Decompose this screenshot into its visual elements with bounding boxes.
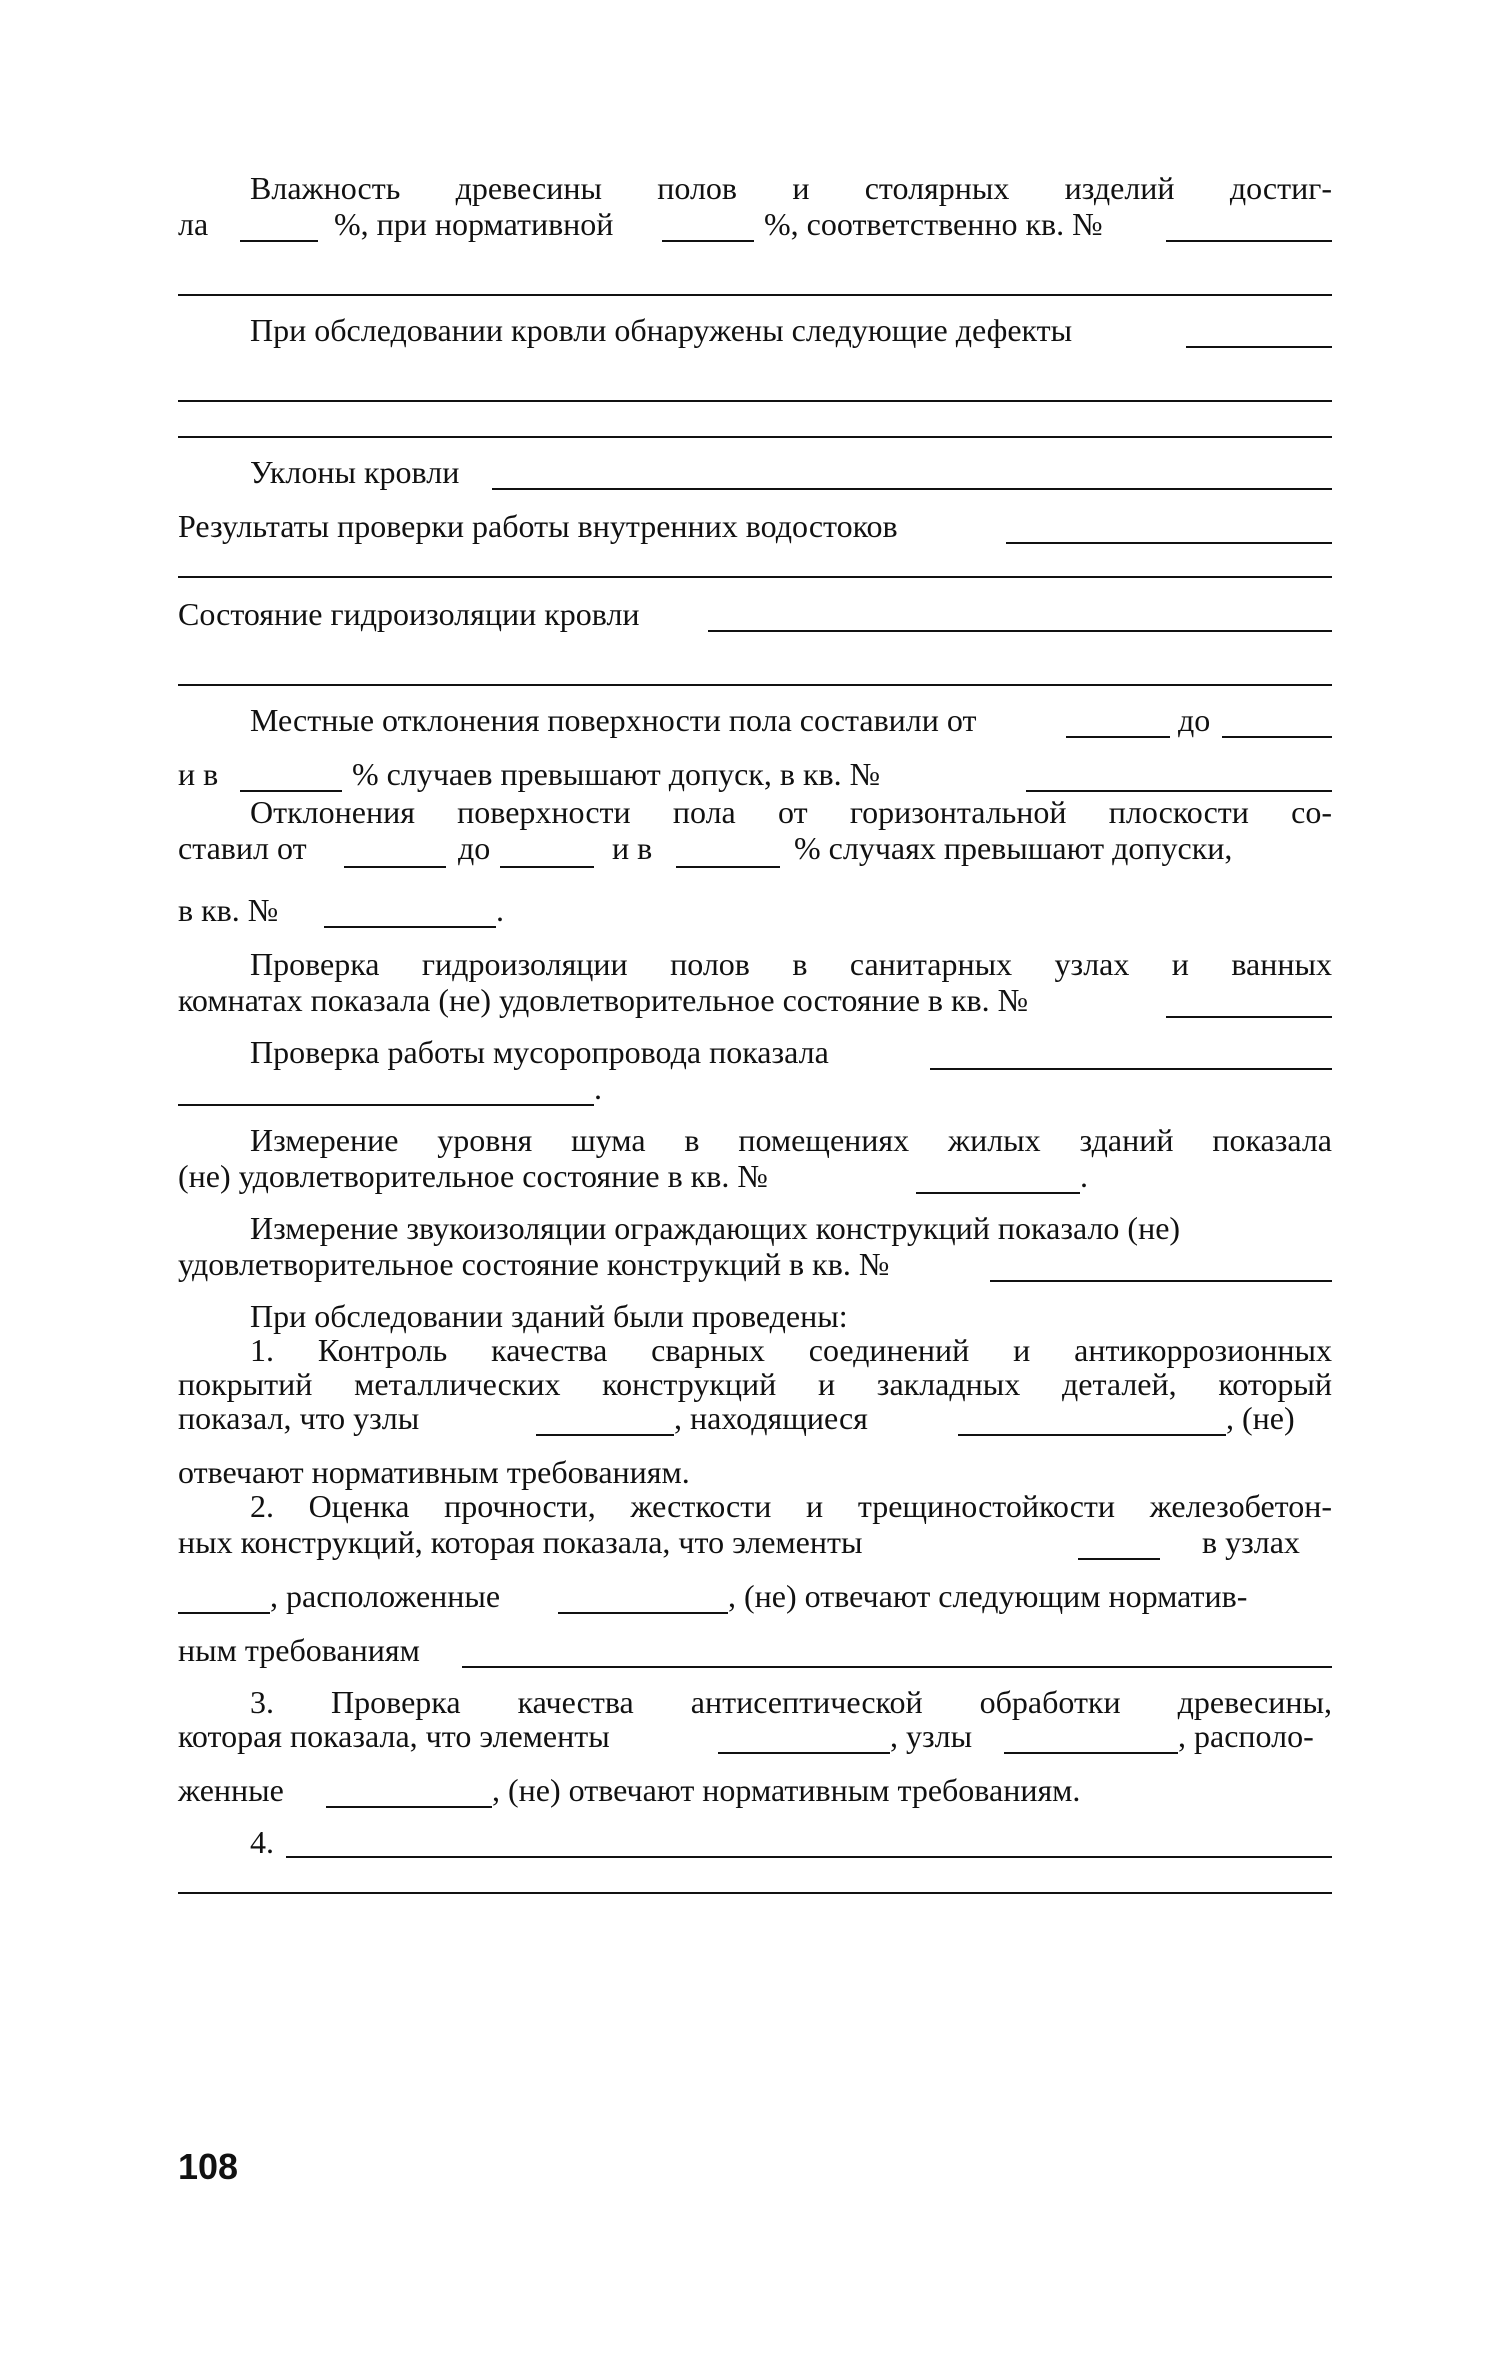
text-line: , располо- bbox=[1178, 1718, 1314, 1754]
page-number: 108 bbox=[178, 2146, 239, 2187]
text-line: % случаях превышают допуски, bbox=[794, 830, 1233, 866]
text-line: %, соответственно кв. № bbox=[764, 206, 1103, 242]
text-line: ла bbox=[178, 206, 209, 242]
blank-line bbox=[1026, 790, 1332, 792]
blank-line bbox=[718, 1752, 890, 1754]
text-line: (не) удовлетворительное состояние в кв. № bbox=[178, 1158, 768, 1194]
blank-line bbox=[1078, 1558, 1160, 1560]
text-line: , (не) отвечают нормативным требованиям. bbox=[492, 1772, 1081, 1808]
text-line: покрытий металлических конструкций и закладных деталей, который bbox=[178, 1366, 1332, 1402]
blank-line bbox=[178, 684, 1332, 686]
text-line: . bbox=[594, 1070, 602, 1106]
text-line: 4. bbox=[250, 1824, 274, 1860]
text-line: 2. Оценка прочности, жесткости и трещиностойкости железобетон- bbox=[250, 1488, 1332, 1524]
text-line: , расположенные bbox=[270, 1578, 501, 1614]
text-line: удовлетворительное состояние конструкций в кв. № bbox=[178, 1246, 890, 1282]
text-line: показал, что узлы bbox=[178, 1400, 420, 1436]
text-line: Влажность древесины полов и столярных изделий достиг- bbox=[250, 170, 1332, 206]
text-line: Уклоны кровли bbox=[250, 454, 460, 490]
text-line: ным требованиям bbox=[178, 1632, 420, 1668]
text-line: 3. Проверка качества антисептической обработки древесины, bbox=[250, 1684, 1332, 1720]
blank-line bbox=[1066, 736, 1170, 738]
text-line: в узлах bbox=[1202, 1524, 1300, 1560]
blank-line bbox=[178, 576, 1332, 578]
text-line: и в bbox=[178, 756, 219, 792]
blank-line bbox=[500, 866, 594, 868]
text-line: Местные отклонения поверхности пола составили от bbox=[250, 702, 977, 738]
text-line: ставил от bbox=[178, 830, 307, 866]
blank-line bbox=[326, 1806, 492, 1808]
text-line: Проверка гидроизоляции полов в санитарных узлах и ванных bbox=[250, 946, 1332, 982]
text-line: Измерение уровня шума в помещениях жилых зданий показала bbox=[250, 1122, 1332, 1158]
blank-line bbox=[708, 630, 1332, 632]
blank-line bbox=[558, 1612, 728, 1614]
text-line: , (не) bbox=[1226, 1400, 1295, 1436]
blank-line bbox=[286, 1856, 1332, 1858]
text-line: Проверка работы мусоропровода показала bbox=[250, 1034, 829, 1070]
blank-line bbox=[1004, 1752, 1178, 1754]
text-line: При обследовании кровли обнаружены следующие дефекты bbox=[250, 312, 1073, 348]
blank-line bbox=[178, 436, 1332, 438]
text-line: в кв. № bbox=[178, 892, 279, 928]
text-line: Измерение звукоизоляции ограждающих конструкций показало (не) bbox=[250, 1210, 1181, 1246]
text-line: При обследовании зданий были проведены: bbox=[250, 1298, 848, 1334]
text-line: , узлы bbox=[890, 1718, 973, 1754]
blank-line bbox=[958, 1434, 1226, 1436]
text-line: отвечают нормативным требованиям. bbox=[178, 1454, 690, 1490]
blank-line bbox=[178, 400, 1332, 402]
blank-line bbox=[930, 1068, 1332, 1070]
blank-line bbox=[178, 1612, 270, 1614]
blank-line bbox=[536, 1434, 674, 1436]
text-line: %, при нормативной bbox=[334, 206, 614, 242]
text-line: и в bbox=[612, 830, 653, 866]
text-line: . bbox=[496, 892, 504, 928]
text-line: . bbox=[1080, 1158, 1088, 1194]
text-line: которая показала, что элементы bbox=[178, 1718, 610, 1754]
blank-line bbox=[990, 1280, 1332, 1282]
text-line: комнатах показала (не) удовлетворительное состояние в кв. № bbox=[178, 982, 1029, 1018]
blank-line bbox=[1166, 1016, 1332, 1018]
blank-line bbox=[240, 790, 342, 792]
blank-line bbox=[1222, 736, 1332, 738]
blank-line bbox=[492, 488, 1332, 490]
blank-line bbox=[240, 240, 318, 242]
blank-line bbox=[462, 1666, 1332, 1668]
blank-line bbox=[676, 866, 780, 868]
blank-line bbox=[662, 240, 754, 242]
blank-line bbox=[1186, 346, 1332, 348]
text-line: , находящиеся bbox=[674, 1400, 868, 1436]
text-line: Состояние гидроизоляции кровли bbox=[178, 596, 640, 632]
text-line: Результаты проверки работы внутренних водостоков bbox=[178, 508, 898, 544]
text-line: Отклонения поверхности пола от горизонтальной плоскости со- bbox=[250, 794, 1332, 830]
text-line: 1. Контроль качества сварных соединений и антикоррозионных bbox=[250, 1332, 1332, 1368]
blank-line bbox=[916, 1192, 1080, 1194]
blank-line bbox=[178, 1104, 594, 1106]
text-line: до bbox=[1178, 702, 1211, 738]
text-line: до bbox=[458, 830, 491, 866]
blank-line bbox=[1006, 542, 1332, 544]
blank-line bbox=[178, 294, 1332, 296]
text-line: женные bbox=[178, 1772, 284, 1808]
text-line: , (не) отвечают следующим норматив- bbox=[728, 1578, 1248, 1614]
text-line: % случаев превышают допуск, в кв. № bbox=[352, 756, 881, 792]
blank-line bbox=[344, 866, 446, 868]
blank-line bbox=[324, 926, 496, 928]
blank-line bbox=[1166, 240, 1332, 242]
blank-line bbox=[178, 1892, 1332, 1894]
text-line: ных конструкций, которая показала, что элементы bbox=[178, 1524, 863, 1560]
